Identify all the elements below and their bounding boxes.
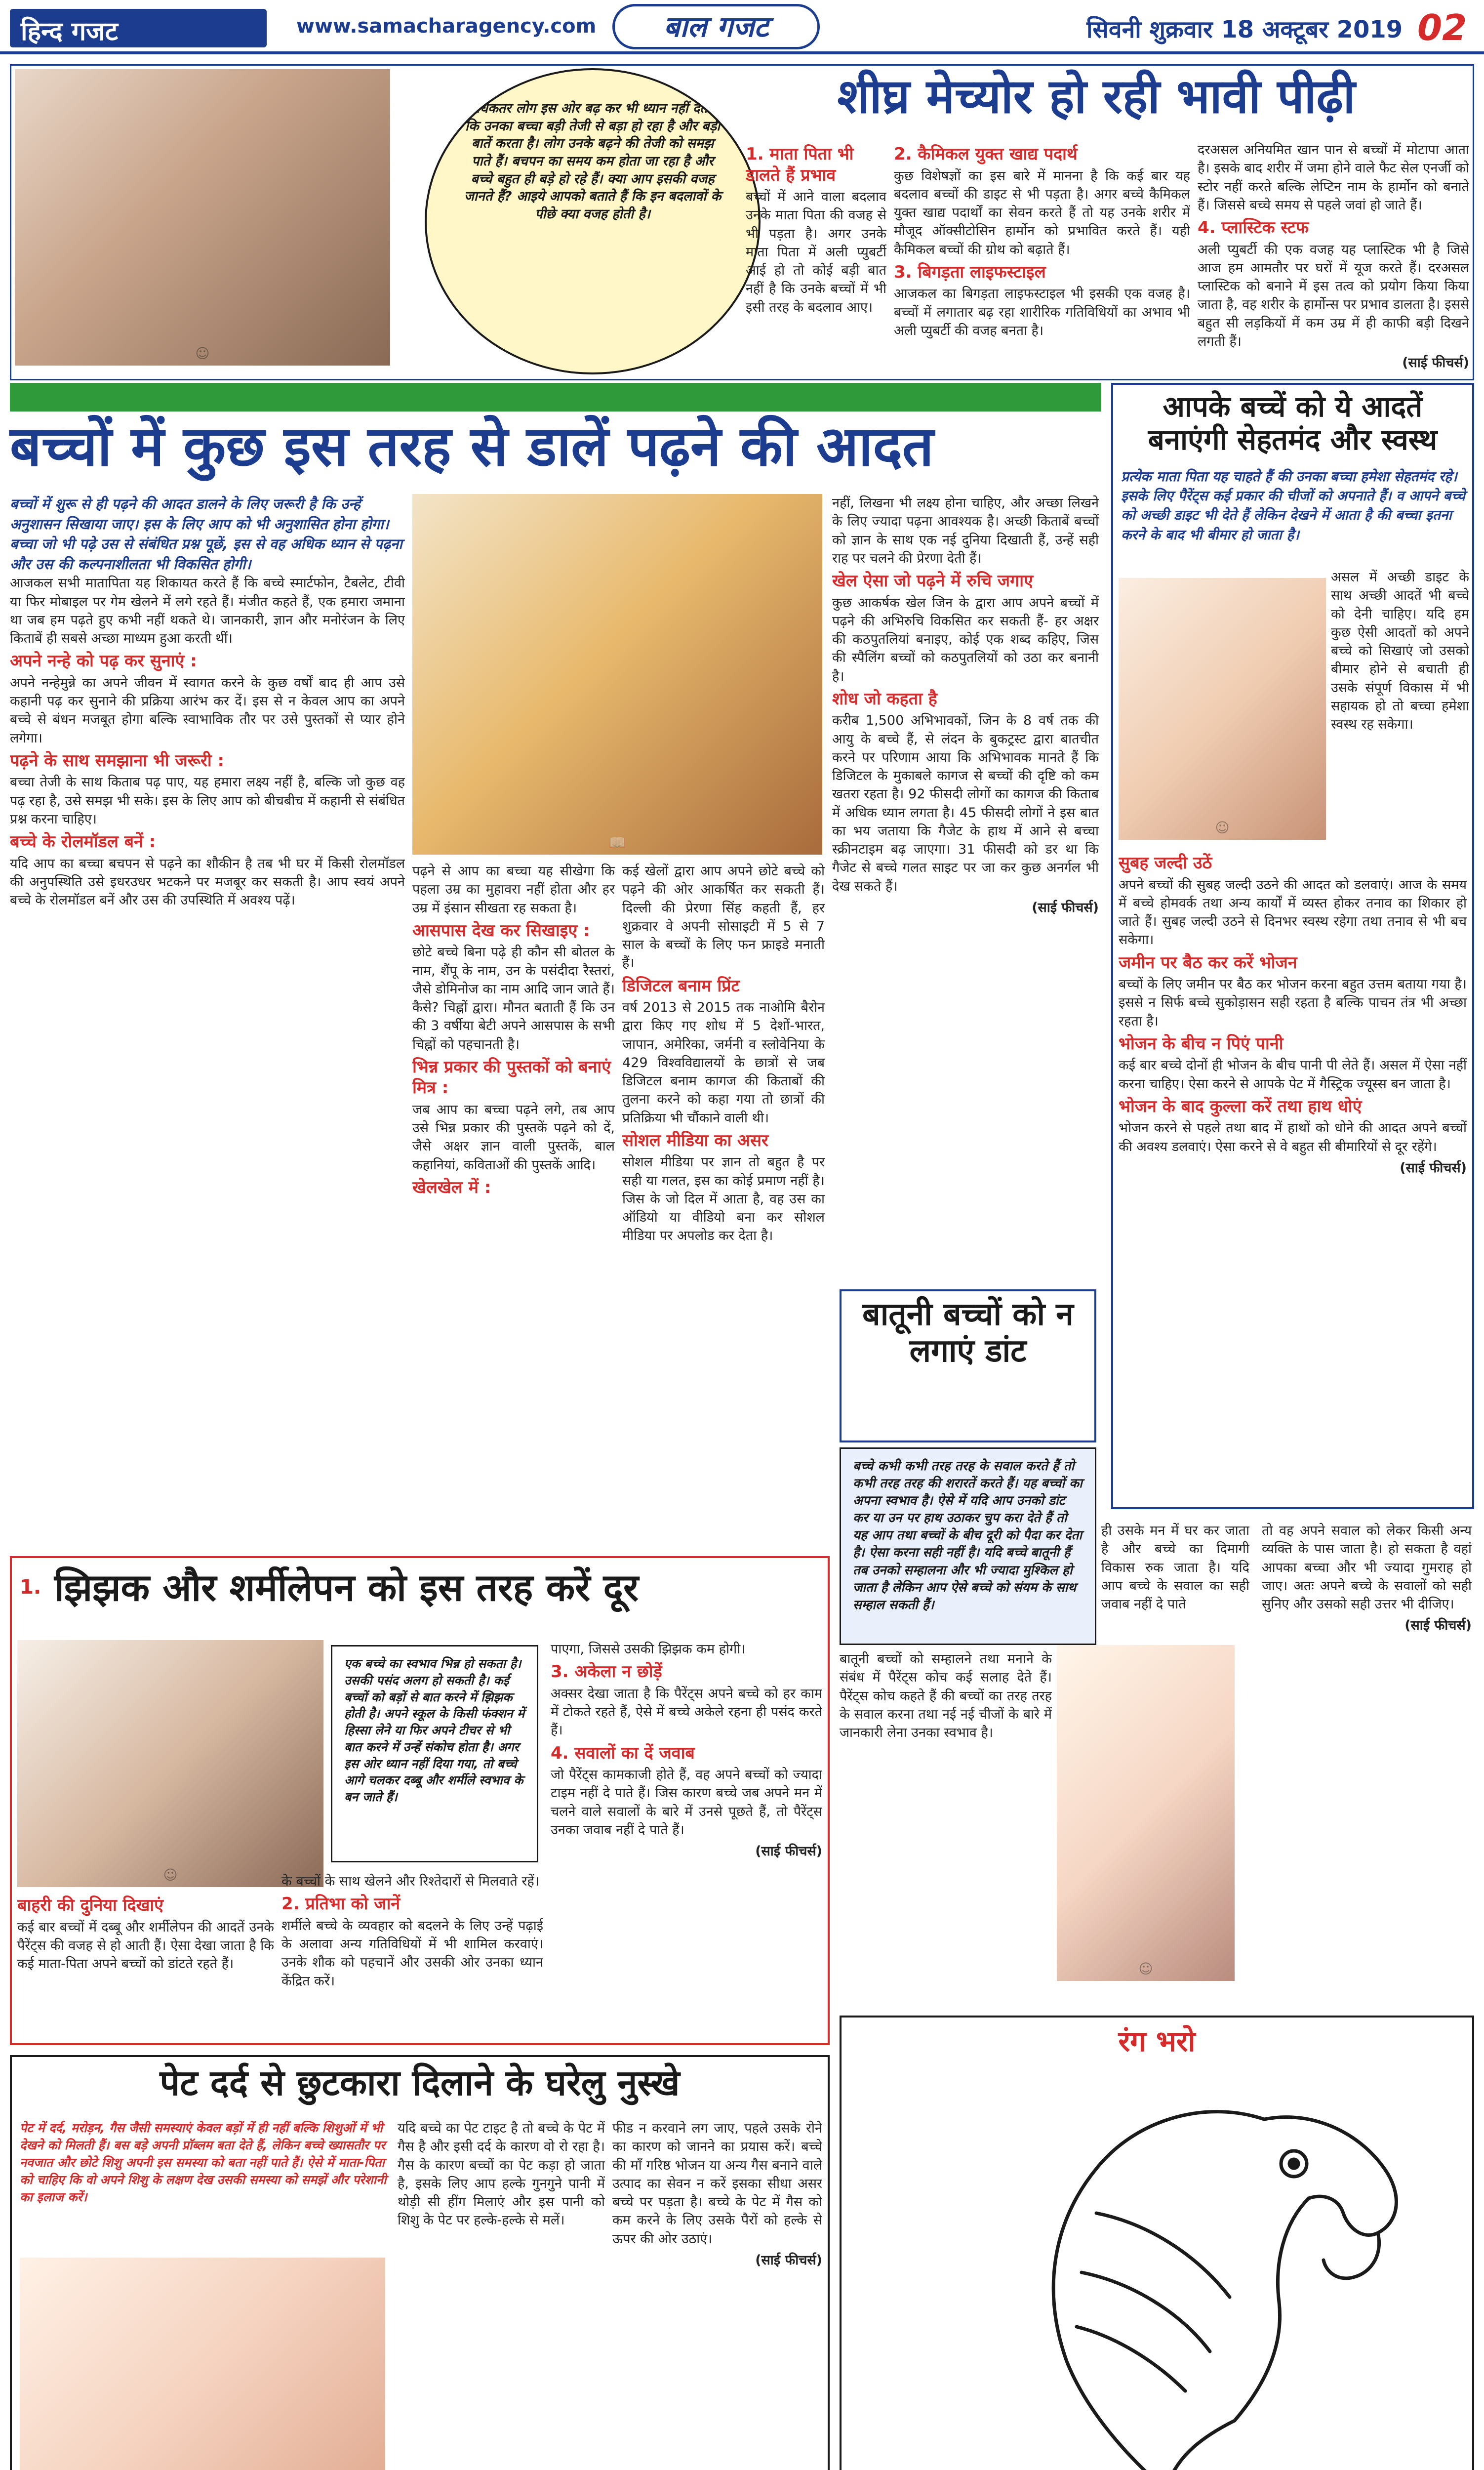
habits-text3: बच्चों के लिए जमीन पर बैठ कर भोजन करना बहुत उत्तम बताया गया है। इससे न सिर्फ बच्चे सुकोड़ासन सही रहता है बल्कि पाचन तंत्र भी अच्छा रहता है। — [1119, 977, 1467, 1029]
reading-col-2 — [412, 862, 615, 1546]
habits-head2: जमीन पर बैठ कर करें भोजन — [1119, 952, 1297, 973]
shy-text2: के बच्चों के साथ खेलने और रिश्तेदारों से मिलवाते रहें। — [281, 1874, 539, 1889]
shy-col-3 — [551, 1640, 822, 2040]
reading-col4-text2: कुछ आकर्षक खेल जिन के द्वारा आप अपने बच्चों में पढ़ने की अभिरुचि विकसित कर सकती हैं- हर अक्षर की कठपुतलियां बनाइए, कोई एक शब्द कहिए, जिस की स्पैलिंग बच्चों को कठपुतलियों को उठा कर बनानी है। — [832, 595, 1099, 684]
shy-number: 1. — [20, 1576, 41, 1599]
top-col2-text: कुछ विशेषज्ञों का इस बारे में मानना है कि कई बार यह बदलाव बच्चों की डाइट से भी पड़ता है। अगर बच्चे कैमिकल युक्त खाद्य पदार्थों का सेवन करते हैं तो यह उनके शरीर में मौजूद ऑक्सीटोसिन हार्मोन को प्रभावित करते हैं। यही कैमिकल बच्चों की ग्रोथ को बढ़ाते हैं। — [894, 168, 1190, 257]
reading-col3-text3: सोशल मीडिया पर ज्ञान तो बहुत है पर सही या गलत, इस का कोई प्रमाण नहीं है। जिस के जो दिल में आता है, वह उस का ऑडियो या वीडियो बना कर सोशल मीडिया पर अपलोड कर देता है। — [622, 1154, 825, 1244]
brand-logo: हिन्द गजट — [10, 9, 267, 47]
page-number: 02 — [1417, 7, 1467, 48]
talkative-headline: बातूनी बच्चों को न लगाएं डांट — [862, 1296, 1074, 1369]
reading-col3-text2: वर्ष 2013 से 2015 तक नाओमि बैरोन द्वारा किए गए शोध में 5 देशों-भारत, जापान, अमेरिका, जर्मनी व स्लोवेनिया के 429 विश्वविद्यालयों के छात्रों से जब डिजिटल बनाम कागज की किताबों की तुलना करने को कहा गया तो छात्रों की प्रतिक्रिया भी चौंकाने वाली थी। — [622, 1000, 825, 1126]
reading-col2-text2: छोटे बच्चे बिना पढ़े ही कौन सी बोतल के नाम, शैंपू के नाम, उन के पसंदीदा रैस्तरां, जैसे डोमिनोज का नाम आदि जान जाते हैं। कैसे? चिह्नों द्वारा। मौनत बताती हैं कि उन की 3 वर्षीया बेटी अपने आसपास के सभी चिह्नों को पहचानती है। — [412, 945, 615, 1052]
shy-text3: शर्मीले बच्चे के व्यवहार को बदलने के लिए उन्हें पढ़ाई के अलावा अन्य गतिविधियों में भी शामिल करवाएं। उनके शौक को पहचानें और उसकी ओर उनका ध्यान केंद्रित करें। — [281, 1918, 543, 1989]
reading-col2-head3: खेलखेल में : — [412, 1177, 491, 1197]
shy-col-2 — [281, 1872, 543, 2040]
habits-text5: भोजन करने से पहले तथा बाद में हाथों को धोने की आदत अपने बच्चों की अवश्य डलवाएं। ऐसा करने से वे बहुत सी बीमारियों से दूर रहेंगे। — [1119, 1120, 1467, 1154]
talkative-text2: ही उसके मन में घर कर जाता है और बच्चे का दिमागी विकास रुक जाता है। यदि आप बच्चे के सवाल का सही जवाब नहीं दे पाते — [1101, 1523, 1249, 1612]
reading-col1-text4: यदि आप का बच्चा बचपन से पढ़ने का शौकीन है तब भी घर में किसी रोलमॉडल की अनुपस्थिति उसे इधरउधर भटकने पर मजबूर कर सकती है। आप स्वयं अपने बच्चे के रोलमॉडल बनें और उस की उपस्थिति में अवश्य पढ़ें। — [10, 856, 405, 908]
mom-baby-photo: ☺ — [1119, 578, 1326, 840]
talkative-quote: बच्चे कभी कभी तरह तरह के सवाल करते हैं तो कभी तरह तरह की शरारतें करते हैं। यह बच्चों का अपना स्वभाव है। ऐसे में यदि आप उनको डांट कर या उन पर हाथ उठाकर चुप करा देते हैं तो यह आप तथा बच्चों के बीच दूरी को पैदा कर देता है। ऐसा करना सही नहीं है। यदि बच्चे बातूनी हैं तब उनको सम्हालना और भी ज्यादा मुश्किल हो जाता है लेकिन आप ऐसे बच्चे को संयम के साथ सम्हाल सकती हैं। — [840, 1447, 1096, 1645]
top-col-2 — [894, 141, 1190, 373]
reading-col-4 — [832, 494, 1099, 1265]
shy-head3: 3. अकेला न छोड़ें — [551, 1662, 662, 1682]
reading-col1-text3: बच्चा तेजी के साथ किताब पढ़ पाए, यह हमारा लक्ष्य नहीं है, बल्कि जो कुछ वह पढ़ रहा है, उसे समझ भी सके। इस के लिए आप को बीचबीच में कहानी से संबंधित प्रश्न करना चाहिए। — [10, 775, 405, 827]
top-credit: (साई फीचर्स) — [1402, 355, 1469, 370]
habits-head3: भोजन के बीच न पिएं पानी — [1119, 1033, 1283, 1054]
reading-col1-head3: बच्चे के रोलमॉडल बनें : — [10, 832, 156, 852]
talkative-col-2 — [1101, 1522, 1249, 1645]
shy-credit: (साई फीचर्स) — [755, 1844, 822, 1859]
top-col-3 — [1198, 141, 1469, 373]
coloring-title: रंग भरो — [1118, 2024, 1196, 2058]
shy-col-1 — [17, 1892, 274, 2040]
top-col-1 — [746, 141, 886, 373]
habits-intro: प्रत्येक माता पिता यह चाहते हैं की उनका बच्चा हमेशा सेहतमंद रहे। इसके लिए पैरेंट्स कई प्रकार की चीजों को अपनाते हैं। व आपने बच्चे को अच्छी डाइट भी देते हैं लेकिन देखने में आता है की बच्चा इतना करने के बाद भी बीमार हो जाता है। — [1121, 468, 1465, 543]
top-col1-text: बच्चों में आने वाला बदलाव उनके माता पिता की वजह से भी पड़ता है। अगर उनके माता पिता में अली प्युबर्टी आई हो तो कोई बड़ी बात नहीं है कि उनके बच्चों में भी इसी तरह के बदलाव आए। — [746, 189, 886, 315]
stomach-col-1 — [398, 2119, 605, 2470]
habits-head4: भोजन के बाद कुल्ला करें तथा हाथ धोएं — [1119, 1096, 1362, 1116]
shy-quote: एक बच्चे का स्वभाव भिन्न हो सकता है। उसकी पसंद अलग हो सकती है। कई बच्चों को बड़ों से बात करने में झिझक होती है। अपने स्कूल के किसी फंक्शन में हिस्सा लेने या फिर अपने टीचर से भी बात करने में उन्हें संकोच होता है। अगर इस ओर ध्यान नहीं दिया गया, तो बच्चे आगे चलकर दब्बू और शर्मीले स्वभाव के बन जाते हैं। — [331, 1645, 538, 1862]
habits-col-main — [1119, 850, 1467, 1507]
shy-text4: पाएगा, जिससे उसकी झिझक कम होगी। — [551, 1642, 746, 1657]
girl-photo: ☺ — [15, 69, 390, 366]
reading-col2-text: पढ़ने से आप का बच्चा यह सीखेगा कि पहला उम्र का मुहावरा नहीं होता और हर उम्र में इंसान सीखता रह सकता है। — [412, 864, 615, 916]
reading-col-1 — [10, 494, 405, 1546]
habits-credit: (साई फीचर्स) — [1400, 1160, 1467, 1176]
reading-col4-head: खेल ऐसा जो पढ़ने में रुचि जगाए — [832, 571, 1033, 591]
reading-col4-head2: शोध जो कहता है — [832, 689, 937, 709]
hug-photo: ☺ — [17, 1640, 323, 1887]
reading-col4-text3: करीब 1,500 अभिभावकों, जिन के 8 वर्ष तक की आयु के बच्चे हैं, से लंदन के बुकट्रस्ट द्वारा बातचीत करने पर परिणाम आया कि अभिभावक मानते हैं कि डिजिटल के मुकाबले कागज से बच्चों की दृष्टि को कम खतरा रहता है। 92 फीसदी लोगों का कागज की किताब में अधिक ध्यान लगता है। 45 फीसदी लोगों ने इस बात का भय जताया कि गैजेट के हाथ में आने से बच्चा स्क्रीनटाइम बढ़ जाएगा। 31 फीसदी को डर था कि गैजेट से बच्चे गलत साइट पर जा कर कुछ अनर्गल भी देख सकते हैं। — [832, 713, 1099, 894]
green-divider — [10, 383, 1101, 412]
reading-col1-text: आजकल सभी मातापिता यह शिकायत करते हैं कि बच्चे स्मार्टफोन, टैबलेट, टीवी या फिर मोबाइल पर गेम खेलने में लगे रहते हैं। मंजीत कहते हैं, एक हमारा जमाना था जब हम पढ़ते हुए कभी नहीं थकते थे। जानकारी, ज्ञान और मनोरंजन के लिए किताबें ही सबसे अच्छा माध्यम हुआ करती थीं। — [10, 576, 405, 647]
talkative-credit: (साई फीचर्स) — [1404, 1618, 1472, 1634]
reading-col1-head: अपने नन्हे को पढ़ कर सुनाएं : — [10, 651, 197, 671]
reading-intro: बच्चों में शुरू से ही पढ़ने की आदत डालने के लिए जरूरी है कि उन्हें अनुशासन सिखाया जाए। इस के लिए आप को भी अनुशासित होना होगा। बच्चा जो भी पढ़े उस से संबंधित प्रश्न पूछें, इस से वह अधिक ध्यान से पढ़ना और उस की कल्पनाशीलता भी विकसित होगी। — [10, 495, 402, 573]
top-col3-text2: अली प्युबर्टी की एक वजह यह प्लास्टिक भी है जिसे आज हम आमतौर पर घरों में यूज करते हैं। दरअसल प्लास्टिक को बनाने में इस तत्व को प्रयोग किया किया जाता है, वह शरीर के हार्मोन्स पर प्रभाव डालता है। इससे बहुत सी लड़कियों में कम उम्र में ही काफी बड़ी दिखने लगती हैं। — [1198, 242, 1469, 349]
habits-text2: अपने बच्चों की सुबह जल्दी उठने की आदत को डलवाएं। आज के समय में बच्चे होमवर्क तथा अन्य कार्यों में व्यस्त होकर तनाव का शिकार हो जाते हैं। सुबह जल्दी उठने से दिनभर स्वस्थ रहेगा तथा तनाव से भी बच सकेगा। — [1119, 877, 1467, 948]
stomach-intro: पेट में दर्द, मरोड़न, गैस जैसी समस्याएं केवल बड़ों में ही नहीं बल्कि शिशुओं में भी देखने को मिलती हैं। बस बड़े अपनी प्रॉब्लम बता देते हैं, लेकिन बच्चे ख्यासतौर पर नवजात और छोटे शिशु अपनी इस समस्या को बता नहीं पाते हैं। ऐसे में माता-पिता को चाहिए कि वो अपने शिशु के लक्षण देख उसकी समस्या को समझें और परेशानी का इलाज करें। — [20, 2121, 387, 2204]
stomach-col-2 — [612, 2119, 822, 2470]
reading-col2-head: आसपास देख कर सिखाइए : — [412, 920, 590, 941]
reading-col3-text: कई खेलों द्वारा आप अपने छोटे बच्चे को पढ़ने की ओर आकर्षित कर सकती हैं। दिल्ली की प्रेरणा सिंह कहती हैं, हर शुक्रवार वे अपनी सोसाइटी में 5 से 7 साल के बच्चों के लिए फन फ्राइडे मनाती हैं। — [622, 864, 825, 971]
habits-head1: सुबह जल्दी उठें — [1119, 853, 1212, 873]
section-title: बाल गजट — [612, 4, 820, 49]
reading-col2-head2: भिन्न प्रकार की पुस्तकों को बनाएं मित्र : — [412, 1057, 611, 1098]
top-col3-text: दरअसल अनियमित खान पान से बच्चों में मोटापा आता है। इसके बाद शरीर में जमा होने वाले फैट सेल एनर्जी को स्टोर नहीं करते बल्कि लेप्टिन नाम के हार्मोन को बनाते हैं। जिससे बच्चे समय से पहले जवां हो जाते हैं। — [1198, 142, 1469, 213]
shy-text5: अक्सर देखा जाता है कि पैरेंट्स अपने बच्चे को हर काम में टोकते रहते हैं, ऐसे में बच्चे अकेले रहना ही पसंद करते हैं। — [551, 1686, 822, 1738]
baby-photo — [20, 2258, 385, 2470]
shy-text6: जो पैरेंट्स कामकाजी होते हैं, वह अपने बच्चों को ज्यादा टाइम नहीं दे पाते हैं। जिस कारण बच्चे जब अपने मन में चलने वाले सवालों के बारे में उनसे पूछते हैं, तो पैरेंट्स उनका जवाब नहीं दे पाते हैं। — [551, 1767, 822, 1838]
talkative-col-1 — [840, 1650, 1052, 2006]
habits-text4: कई बार बच्चे दोनों ही भोजन के बीच पानी पी लेते हैं। असल में ऐसा नहीं करना चाहिए। ऐसा करने से आपके पेट में गैस्ट्रिक ज्यूस्स बन जाता है। — [1119, 1058, 1467, 1092]
shy-head1: बाहरी की दुनिया दिखाएं — [17, 1895, 163, 1915]
top-col3-head: 4. प्लास्टिक स्टफ — [1198, 218, 1309, 238]
habits-text1: असल में अच्छी डाइट के साथ अच्छी आदतें भी बच्चे को देनी चाहिए। यदि हम कुछ ऐसी आदतों को अपने बच्चे को सिखाएं जो उसको बीमार होने से बचाती ही उसके संपूर्ण विकास में भी सहायक हो तो बच्चा हमेशा स्वस्थ रह सकेगा। — [1331, 570, 1469, 732]
habits-col-side — [1331, 568, 1469, 845]
reading-col1-text2: अपने नन्हेमुन्ने का अपने जीवन में स्वागत करने के कुछ वर्षों बाद ही आप उसे कहानी पढ़ कर सुनाने की प्रक्रिया आरंभ कर दें। इस से न केवल आप का अपने बच्चे से बंधन मजबूत होगा बल्कि स्वाभाविक तौर पर उसे पुस्तकों से प्यार होने लगेगा। — [10, 675, 405, 746]
reading-col1-head2: पढ़ने के साथ समझाना भी जरूरी : — [10, 750, 225, 771]
top-col2-head: 2. कैमिकल युक्त खाद्य पदार्थ — [894, 144, 1078, 164]
top-col2-text2: आजकल का बिगड़ता लाइफस्टाइल भी इसकी एक वजह है। बच्चों में लगातार बढ़ रहा शारीरिक गतिविधियों का अभाव भी अली प्युबर्टी की वजह बनता है। — [894, 286, 1190, 338]
parrot-outline-icon[interactable] — [889, 2065, 1432, 2470]
website-url[interactable]: www.samacharagency.com — [296, 15, 597, 38]
stomach-text2: फीड न करवाने लग जाए, पहले उसके रोने का कारण को जानने का प्रयास करें। बच्चे की माँ गरिष्ठ भोजन या अन्य गैस बनाने वाले उत्पाद का सेवन न करें इसका सीधा असर बच्चे पर पड़ता है। बच्चे के पेट में गैस को कम करने के लिए उसके पैरों को हल्के से ऊपर की ओर उठाएं। — [612, 2121, 822, 2247]
stomach-credit: (साई फीचर्स) — [755, 2252, 822, 2268]
little-girl-photo: ☺ — [1057, 1645, 1235, 1981]
reading-credit: (साई फीचर्स) — [1032, 900, 1099, 915]
kids-reading-photo: 📖 — [412, 494, 822, 855]
talkative-text3: तो वह अपने सवाल को लेकर किसी अन्य व्यक्ति के पास जाता है। हो सकता है वहां आपका बच्चा और भी ज्यादा गुमराह हो जाए। अतः अपने बच्चे के सवालों को सही सुनिए और उसको सही उत्तर भी दीजिए। — [1262, 1523, 1472, 1612]
talkative-col-3 — [1262, 1522, 1472, 2006]
shy-headline: झिझक और शर्मीलेपन को इस तरह करें दूर — [54, 1565, 639, 1609]
reading-col3-head2: सोशल मीडिया का असर — [622, 1130, 768, 1151]
stomach-text1: यदि बच्चे का पेट टाइट है तो बच्चे के पेट में गैस है और इसी दर्द के कारण वो रो रहा है। गैस के कारण बच्चों का पेट कड़ा हो जाता है, इसके लिए आप हल्के गुनगुने पानी में थोड़ी सी हींग मिलाएं और इस पानी को शिशु के पेट पर हल्के-हल्के से मलें। — [398, 2121, 605, 2228]
shy-head2: 2. प्रतिभा को जानें — [281, 1894, 401, 1914]
habits-headline: आपके बच्चें को ये आदतें बनाएंगी सेहतमंद और स्वस्थ — [1148, 390, 1438, 456]
dateline: सिवनी शुक्रवार 18 अक्टूबर 2019 — [1086, 16, 1403, 43]
reading-col-3 — [622, 862, 825, 1546]
shy-text1: कई बार बच्चों में दब्बू और शर्मीलेपन की आदतें उनके पैरेंट्स की वजह से हो आती हैं। ऐसा देखा जाता है कि कई माता-पिता अपने बच्चों को डांटते रहते हैं। — [17, 1919, 274, 1972]
stomach-headline: पेट दर्द से छुटकारा दिलाने के घरेलु नुस्खे — [160, 2062, 680, 2103]
shy-head4: 4. सवालों का दें जवाब — [551, 1743, 695, 1763]
reading-col2-text3: जब आप का बच्चा पढ़ने लगे, तब आप उसे भिन्न प्रकार की पुस्तकें पढ़ने को दें, जैसे अक्षर ज्ञान वाली पुस्तकें, बाल कहानियां, कविताओं की पुस्तकें आदि। — [412, 1102, 615, 1173]
reading-col4-text: नहीं, लिखना भी लक्ष्य होना चाहिए, और अच्छा लिखने के लिए ज्यादा पढ़ना आवश्यक है। अच्छी किताबें बच्चों को ज्ञान के साथ एक नई दुनिया दिखाती हैं, उन्हें सही राह पर चलने की प्रेरणा देती हैं। — [832, 495, 1099, 566]
top-col1-head: 1. माता पिता भी डालते हैं प्रभाव — [746, 144, 854, 185]
top-col2-head2: 3. बिगड़ता लाइफस्टाइल — [894, 262, 1046, 282]
top-headline: शीघ्र मेच्योर हो रही भावी पीढ़ी — [837, 69, 1356, 124]
reading-headline: बच्चों में कुछ इस तरह से डालें पढ़ने की आदत — [10, 414, 934, 479]
reading-col3-head: डिजिटल बनाम प्रिंट — [622, 976, 740, 996]
talkative-text1: बातूनी बच्चों को सम्हालने तथा मनाने के संबंध में पैरेंट्स कोच कई सलाह देते हैं। पैरेंट्स कोच कहते हैं की बच्चों का तरह तरह के सवाल करना तथा नई नई चीजों के बारे में जानकारी लेना उनका स्वभाव है। — [840, 1651, 1052, 1740]
callout-circle: अधिकतर लोग इस ओर बढ़ कर भी ध्यान नहीं देते हैं कि उनका बच्चा बड़ी तेजी से बड़ा हो रहा है और बड़ी बातें करता है। लोग उनके बढ़ने की तेजी को समझ पाते हैं। बचपन का समय कम होता जा रहा है और बच्चे बहुत ही बड़े हो रहे हैं। क्या आप इसकी वजह जानते हैं? आइये आपको बताते हैं कि इन बदलावों के पीछे क्या वजह होती है। — [425, 68, 761, 374]
